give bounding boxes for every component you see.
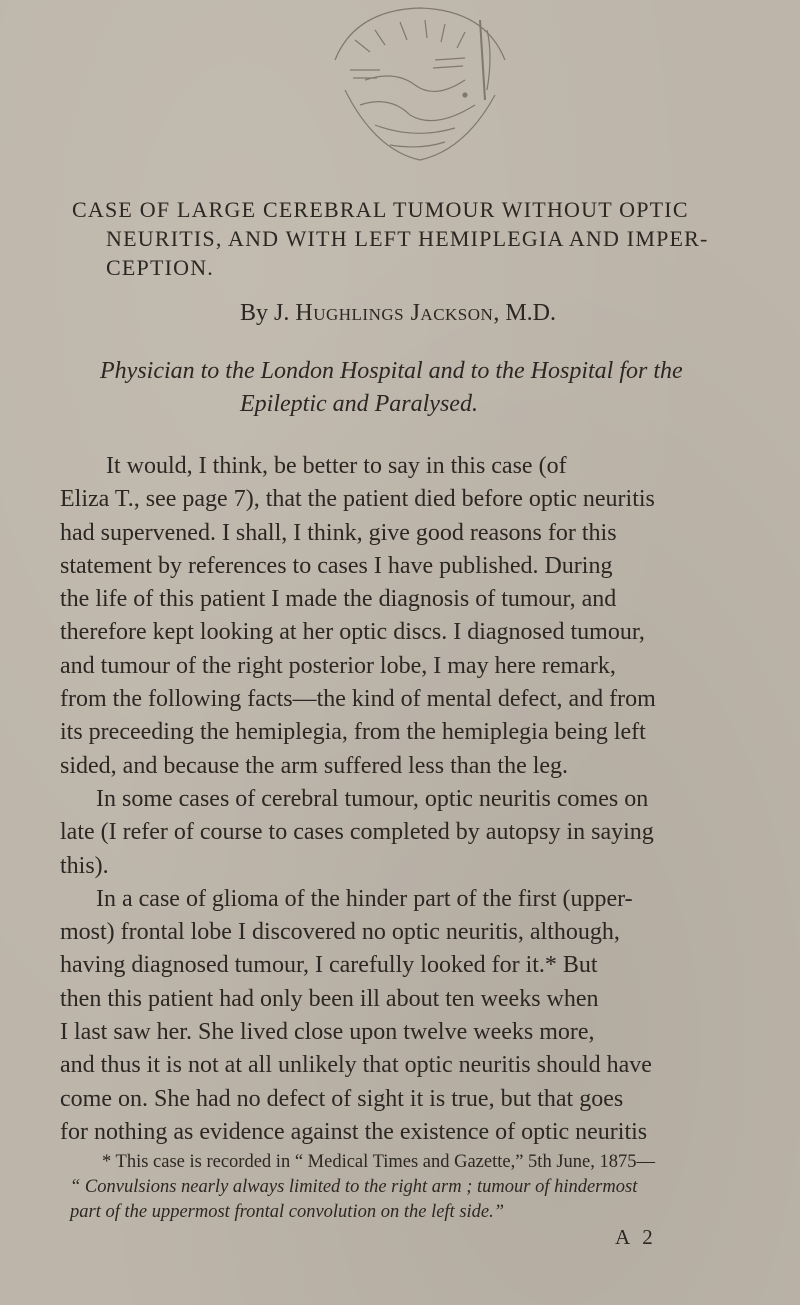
body-line: and tumour of the right posterior lobe, I may here remark, — [60, 652, 616, 679]
title-line-1: CASE OF LARGE CEREBRAL TUMOUR WITHOUT OPTIC — [72, 197, 689, 222]
paragraph-2 — [60, 783, 770, 883]
body-line: and thus it is not at all unlikely that optic neuritis should have — [60, 1052, 652, 1079]
body-line: for nothing as evidence against the existence of optic neuritis — [60, 1118, 648, 1145]
title-line-3: CEPTION. — [106, 255, 214, 280]
paragraph-3 — [60, 883, 770, 1149]
footnote-line-3: part of the uppermost frontal convolution on the left side.” — [70, 1202, 505, 1222]
footnote-line-1: * This case is recorded in “ Medical Times and Gazette,” 5th June, 1875— — [102, 1152, 655, 1172]
body-line: had supervened. I shall, I think, give good reasons for this — [60, 519, 617, 546]
body-line: sided, and because the arm suffered less than the leg. — [60, 752, 569, 779]
body-line: therefore kept looking at her optic discs. I diagnosed tumour, — [60, 619, 645, 646]
author-byline — [240, 300, 556, 327]
footnote-line-2: “ Convulsions nearly always limited to the right arm ; tumour of hindermost — [70, 1177, 638, 1197]
affiliation-line-1: Physician to the London Hospital and to the Hospital for the — [100, 358, 683, 384]
article-body — [60, 450, 770, 1149]
body-line: come on. She had no defect of sight it is true, but that goes — [60, 1085, 624, 1112]
affiliation-line-2: Epileptic and Paralysed. — [240, 391, 478, 417]
body-line: I last saw her. She lived close upon twelve weeks more, — [60, 1019, 595, 1046]
paragraph-1 — [60, 450, 770, 783]
body-line: the life of this patient I made the diagnosis of tumour, and — [60, 586, 617, 613]
body-line: statement by references to cases I have published. During — [60, 552, 613, 579]
signature-mark: A 2 — [615, 1225, 657, 1249]
body-line: late (I refer of course to cases completed by autopsy in saying — [60, 819, 654, 846]
body-line: In a case of glioma of the hinder part of the first (upper- — [96, 885, 633, 912]
body-line: its preceeding the hemiplegia, from the hemiplegia being left — [60, 719, 646, 746]
article-title — [72, 195, 772, 282]
author-prefix: By J. — [240, 300, 296, 326]
body-line: from the following facts—the kind of mental defect, and from — [60, 686, 656, 713]
body-line: In some cases of cerebral tumour, optic neuritis comes on — [96, 785, 649, 812]
author-affiliation — [100, 355, 780, 421]
footnote — [70, 1150, 770, 1225]
author-name: Hughlings Jackson — [295, 300, 494, 326]
library-stamp — [315, 0, 525, 175]
body-line: Eliza T., see page 7), that the patient died before optic neuritis — [60, 486, 655, 513]
title-line-2: NEURITIS, AND WITH LEFT HEMIPLEGIA AND IMPER- — [106, 226, 709, 251]
body-line: this). — [60, 852, 109, 879]
body-line: then this patient had only been ill about ten weeks when — [60, 985, 599, 1012]
body-line: having diagnosed tumour, I carefully looked for it.* But — [60, 952, 598, 979]
author-suffix: , M.D. — [493, 300, 556, 326]
body-line: It would, I think, be better to say in this case (of — [106, 453, 567, 479]
body-line: most) frontal lobe I discovered no optic neuritis, although, — [60, 919, 620, 946]
